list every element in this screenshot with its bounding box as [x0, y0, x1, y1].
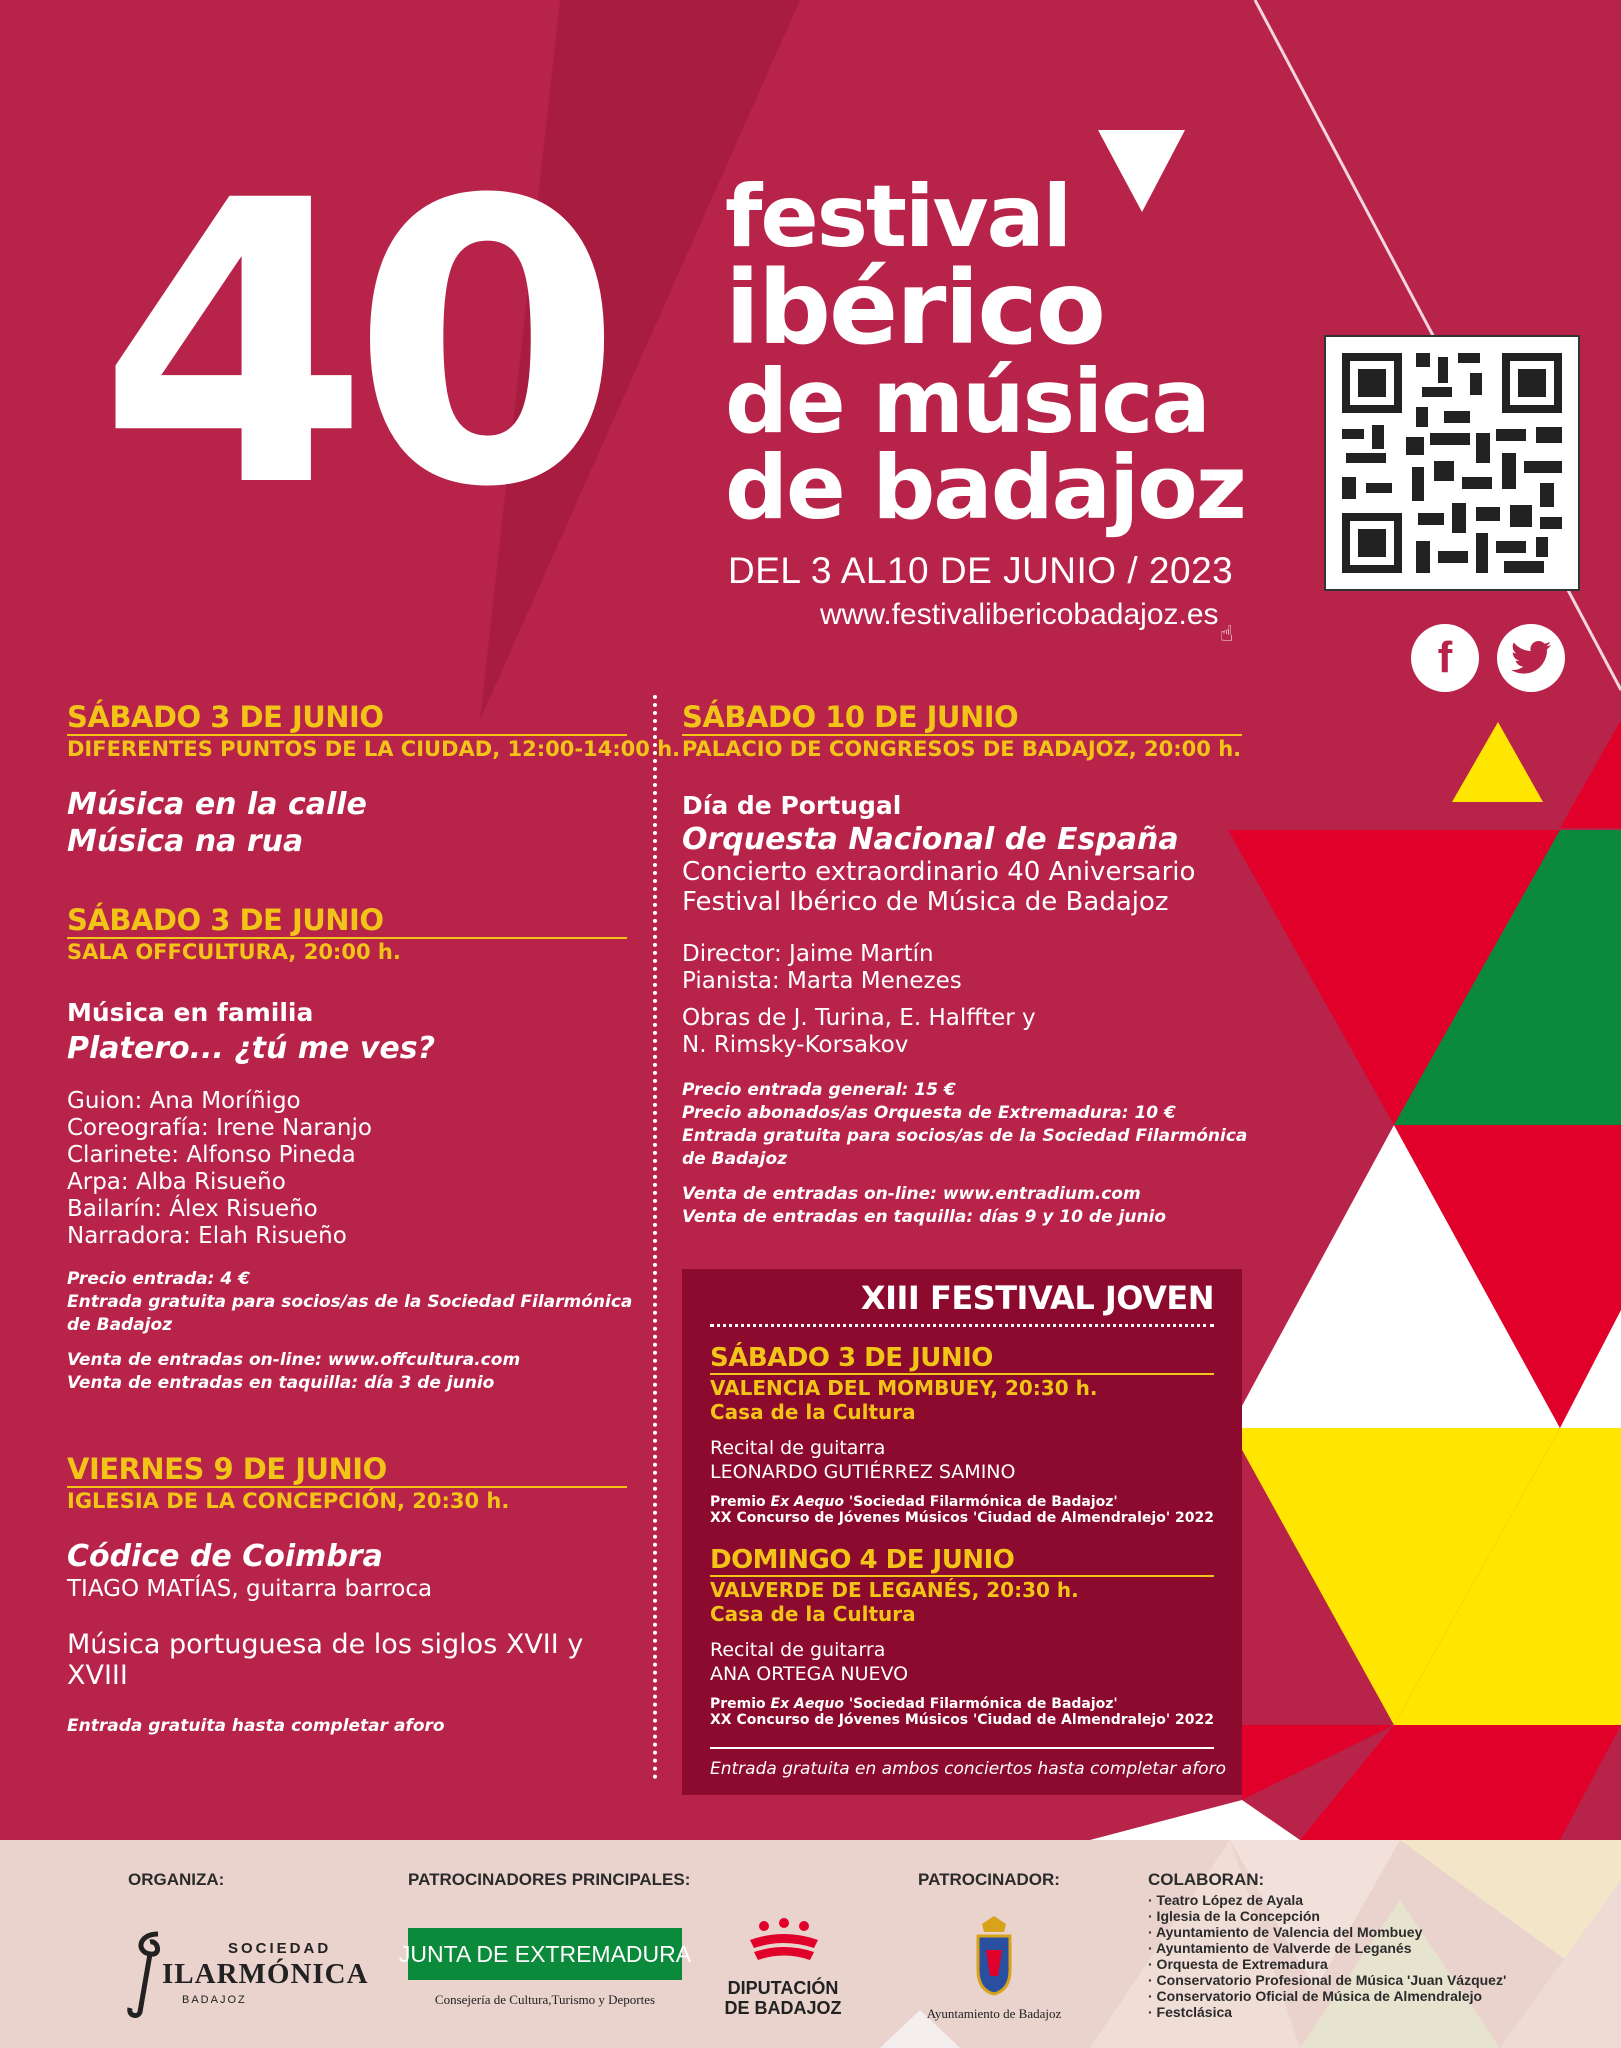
patrocinador-label: PATROCINADOR:	[918, 1870, 1060, 1889]
twitter-bird-icon	[1511, 641, 1551, 675]
performer-name: LEONARDO GUTIÉRREZ SAMINO	[710, 1461, 1016, 1483]
coat-of-arms-icon	[974, 1916, 1014, 1996]
event-orquesta-nacional	[682, 700, 1248, 1229]
sponsors-footer	[0, 1840, 1621, 2048]
event-venue: VALVERDE DE LEGANÉS, 20:30 h.	[710, 1575, 1214, 1602]
performer-name: ANA ORTEGA NUEVO	[710, 1663, 909, 1685]
collaborators-list	[1148, 1892, 1506, 2020]
prize-italic: Ex Aequo	[770, 1696, 844, 1712]
price-line: Entrada gratuita para socios/as de la Sociedad Filarmónica	[67, 1292, 633, 1312]
price-line: Precio entrada: 4 €	[67, 1269, 250, 1289]
ticket-line: Venta de entradas on-line: www.entradium.com	[682, 1184, 1141, 1204]
facebook-icon[interactable]: f	[1411, 624, 1479, 692]
organiza-label: ORGANIZA:	[128, 1870, 225, 1889]
credit-line: Guion: Ana Moríñigo	[67, 1088, 301, 1114]
recital-type: Recital de guitarra	[710, 1639, 886, 1661]
qr-code-icon	[1326, 337, 1578, 589]
white-triangle-2	[1090, 1800, 1300, 1840]
joven-concert-1	[710, 1343, 1214, 1526]
price-line: Precio entrada general: 15 €	[682, 1080, 956, 1100]
logo-main-text: ILARMÓNICA	[162, 1958, 369, 1990]
ticket-line: Venta de entradas en taquilla: días 9 y 10 de junio	[682, 1207, 1167, 1227]
yellow-small-triangle	[1452, 722, 1543, 802]
joven-bottom-rule	[710, 1747, 1214, 1749]
collaborator-item: · Ayuntamiento de Valencia del Mombuey	[1148, 1924, 1423, 1940]
prize-line	[710, 1696, 1214, 1712]
event-day: SÁBADO 3 DE JUNIO	[67, 903, 384, 937]
collaborator-item: · Ayuntamiento de Valverde de Leganés	[1148, 1940, 1412, 1956]
joven-divider	[710, 1324, 1214, 1327]
credit-line: Narradora: Elah Risueño	[67, 1223, 347, 1249]
festival-title	[725, 167, 1245, 540]
hand-cursor-icon: ☝	[1220, 622, 1234, 647]
event-venue: PALACIO DE CONGRESOS DE BADAJOZ, 20:00 h.	[682, 734, 1242, 761]
ticket-info	[682, 1183, 1242, 1229]
event-day: SÁBADO 3 DE JUNIO	[710, 1343, 993, 1373]
event-desc: Concierto extraordinario 40 Aniversario	[682, 857, 1196, 887]
joven-title: XIII FESTIVAL JOVEN	[860, 1279, 1214, 1317]
credits-list	[67, 1088, 627, 1250]
event-subtitle: Música en familia	[67, 998, 314, 1027]
ticket-line: Venta de entradas on-line: www.offcultura.com	[67, 1350, 521, 1370]
event-title: Música en la calle	[67, 787, 367, 822]
ticket-info	[67, 1349, 627, 1395]
ticket-line: Venta de entradas en taquilla: día 3 de junio	[67, 1373, 495, 1393]
event-venue-place: Casa de la Cultura	[710, 1400, 916, 1424]
price-line: de Badajoz	[67, 1315, 173, 1335]
contest-line: XX Concurso de Jóvenes Músicos 'Ciudad de Almendralejo' 2022	[710, 1510, 1214, 1526]
event-venue: SALA OFFCULTURA, 20:00 h.	[67, 937, 627, 964]
prize-suffix: 'Sociedad Filarmónica de Badajoz'	[843, 1696, 1118, 1712]
event-venue: IGLESIA DE LA CONCEPCIÓN, 20:30 h.	[67, 1486, 627, 1513]
prize-prefix: Premio	[710, 1696, 771, 1712]
festival-dates: DEL 3 AL10 DE JUNIO / 2023	[728, 550, 1234, 591]
event-day: SÁBADO 3 DE JUNIO	[67, 700, 384, 734]
diputacion-text	[718, 1978, 848, 2018]
diputacion-logo	[718, 1918, 848, 2038]
festival-joven-box	[682, 1269, 1242, 1795]
red-corner-triangle	[1560, 720, 1621, 828]
price-info	[67, 1268, 633, 1337]
event-performer: TIAGO MATÍAS, guitarra barroca	[67, 1576, 433, 1602]
prize-suffix: 'Sociedad Filarmónica de Badajoz'	[843, 1494, 1118, 1510]
credit-line: Bailarín: Álex Risueño	[67, 1196, 318, 1222]
filarmonica-logo	[118, 1928, 369, 2018]
entry-note: Entrada gratuita hasta completar aforo	[67, 1716, 445, 1736]
credit-line: Pianista: Marta Menezes	[682, 968, 962, 994]
price-line: Entrada gratuita para socios/as de la Sociedad Filarmónica	[682, 1126, 1248, 1146]
collaborator-item: · Iglesia de la Concepción	[1148, 1908, 1320, 1924]
prize-prefix: Premio	[710, 1494, 771, 1510]
event-desc: Festival Ibérico de Música de Badajoz	[682, 887, 1169, 917]
diputacion-line: DE BADAJOZ	[724, 1998, 842, 2018]
price-info	[682, 1079, 1248, 1171]
collaborator-item: · Orquesta de Extremadura	[1148, 1956, 1328, 1972]
patrocinadores-label: PATROCINADORES PRINCIPALES:	[408, 1870, 691, 1889]
prize-italic: Ex Aequo	[770, 1494, 844, 1510]
event-musica-calle	[67, 700, 681, 859]
ayuntamiento-logo	[914, 1916, 1074, 2040]
colaboran-label: COLABORAN:	[1148, 1870, 1265, 1889]
junta-logo	[398, 1928, 692, 1980]
column-divider	[653, 695, 657, 1780]
title-line-4: de badajoz	[725, 436, 1245, 540]
junta-subtitle: Consejería de Cultura,Turismo y Deportes	[434, 1992, 656, 2007]
diputacion-emblem-icon	[746, 1918, 822, 1968]
diputacion-line: DIPUTACIÓN	[727, 1978, 839, 1998]
recital-type: Recital de guitarra	[710, 1437, 886, 1459]
logo-bottom-text: BADAJOZ	[182, 1994, 247, 2006]
title-line-1: festival	[725, 167, 1071, 267]
twitter-icon[interactable]	[1497, 624, 1565, 692]
credit-line: Arpa: Alba Risueño	[67, 1169, 286, 1195]
works-line: Obras de J. Turina, E. Halffter y	[682, 1005, 1036, 1031]
title-line-3: de música	[725, 350, 1209, 454]
credits-list	[682, 941, 1242, 995]
collaborator-item: · Conservatorio Profesional de Música 'Juan Vázquez'	[1148, 1972, 1507, 1988]
junta-logo-text: JUNTA DE EXTREMADURA	[398, 1940, 692, 1967]
program-line: Música portuguesa de los siglos XVII y	[67, 1629, 584, 1660]
event-title: Música na rua	[67, 824, 304, 859]
works-list	[682, 1005, 1242, 1059]
event-venue-place: Casa de la Cultura	[710, 1602, 916, 1626]
event-title: Orquesta Nacional de España	[682, 822, 1179, 857]
title-line-2: ibérico	[725, 249, 1104, 369]
collaborator-item: · Teatro López de Ayala	[1148, 1892, 1304, 1908]
event-musica-familia	[67, 903, 633, 1395]
event-venue: DIFERENTES PUNTOS DE LA CIUDAD, 12:00-14:00 h.	[67, 734, 627, 761]
credit-line: Coreografía: Irene Naranjo	[67, 1115, 372, 1141]
credit-line: Director: Jaime Martín	[682, 941, 934, 967]
price-line: de Badajoz	[682, 1149, 788, 1169]
event-codice-coimbra	[67, 1452, 627, 1738]
prize-line	[710, 1494, 1214, 1510]
credit-line: Clarinete: Alfonso Pineda	[67, 1142, 356, 1168]
event-venue: VALENCIA DEL MOMBUEY, 20:30 h.	[710, 1373, 1214, 1400]
event-title: Platero... ¿tú me ves?	[67, 1031, 435, 1066]
contest-line: XX Concurso de Jóvenes Músicos 'Ciudad de Almendralejo' 2022	[710, 1712, 1214, 1728]
event-title: Códice de Coimbra	[67, 1539, 383, 1574]
collaborator-item: · Conservatorio Oficial de Música de Almendralejo	[1148, 1988, 1483, 2004]
ayuntamiento-text: Ayuntamiento de Badajoz	[926, 2006, 1062, 2021]
website-link[interactable]: www.festivalibericobadajoz.es	[820, 598, 1219, 631]
qr-code[interactable]	[1324, 335, 1580, 591]
logo-top-text: SOCIEDAD	[228, 1940, 332, 1957]
event-day: VIERNES 9 DE JUNIO	[67, 1452, 387, 1486]
event-day: DOMINGO 4 DE JUNIO	[710, 1545, 1015, 1575]
event-day: SÁBADO 10 DE JUNIO	[682, 700, 1019, 734]
event-subtitle: Día de Portugal	[682, 791, 902, 820]
program-line: XVIII	[67, 1660, 128, 1691]
big-number-40: 40	[98, 118, 605, 572]
collaborator-item: · Festclásica	[1148, 2004, 1233, 2020]
works-line: N. Rimsky-Korsakov	[682, 1032, 909, 1058]
price-line: Precio abonados/as Orquesta de Extremadura: 10 €	[682, 1103, 1176, 1123]
joven-concert-2	[710, 1545, 1214, 1728]
joven-note: Entrada gratuita en ambos conciertos hasta completar aforo	[710, 1759, 1226, 1779]
